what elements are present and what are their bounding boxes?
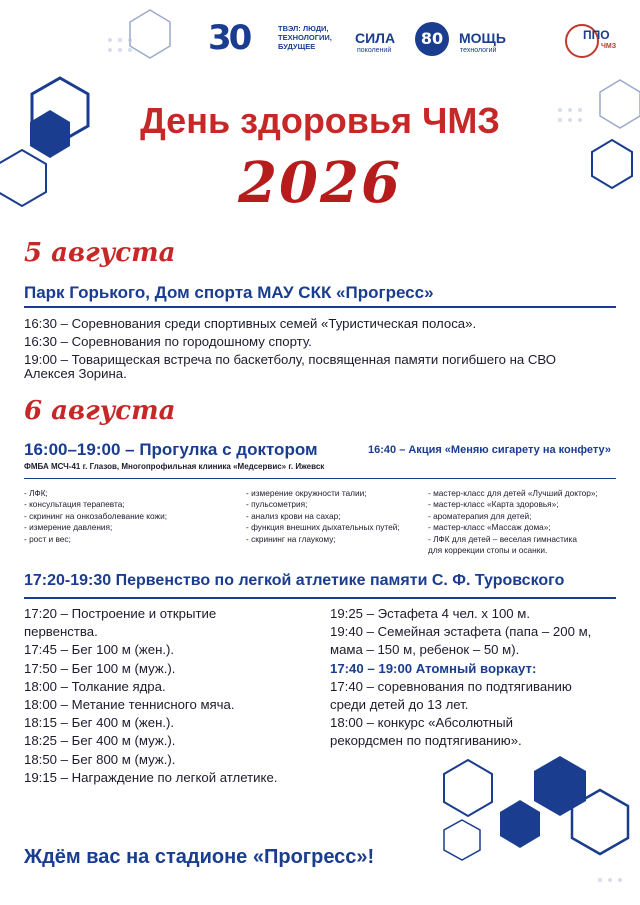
list-item: - мастер-класс «Массаж дома»;: [428, 522, 551, 533]
list-item: - ЛФК;: [24, 488, 48, 498]
logo-80-number: 80: [415, 22, 449, 56]
schedule-item: мама – 150 м, ребенок – 50 м).: [330, 642, 520, 658]
logo-30-number: 30: [208, 18, 250, 58]
schedule-item: 18:00 – Толкание ядра.: [24, 678, 166, 694]
day1-line: 16:30 – Соревнования среди спортивных семей «Туристическая полоса».: [24, 316, 477, 331]
athletics-schedule-left: [24, 605, 277, 787]
services-col-2: [246, 488, 400, 545]
list-item: для коррекции стопы и осанки.: [428, 545, 548, 556]
list-item: - рост и вес;: [24, 533, 71, 544]
list-item: - мастер-класс «Карта здоровья»;: [428, 499, 559, 510]
logo-30-text: ТВЭЛ: ЛЮДИ, ТЕХНОЛОГИИ, БУДУЩЕЕ: [278, 24, 332, 51]
footer-invitation: Ждём вас на стадионе «Прогресс»!: [24, 846, 375, 868]
schedule-item: 18:00 – Метание теннисного мяча.: [24, 697, 235, 713]
schedule-item: 18:50 – Бег 800 м (муж.).: [24, 751, 176, 767]
list-item: - пульсометрия;: [246, 499, 308, 510]
schedule-item: 17:50 – Бег 100 м (муж.).: [24, 660, 176, 676]
list-item: - измерение давления;: [24, 522, 113, 533]
divider: [24, 597, 616, 599]
schedule-item: 19:25 – Эстафета 4 чел. х 100 м.: [330, 606, 531, 621]
day2-date: 6 августа: [24, 396, 176, 426]
list-item: - мастер-класс для детей «Лучший доктор»;: [428, 488, 598, 498]
logo-moshch-word: МОЩЬ: [459, 30, 506, 46]
list-item: - консультация терапевта;: [24, 499, 125, 510]
day1-line: Алексея Зорина.: [24, 366, 127, 381]
schedule-item: 18:00 – конкурс «Абсолютный: [330, 715, 513, 731]
ppo-text: ППО: [583, 28, 610, 42]
list-item: - скрининг на глаукому;: [246, 533, 336, 544]
action-title: 16:40 – Акция «Меняю сигарету на конфету»: [368, 444, 611, 456]
schedule-item: 17:45 – Бег 100 м (жен.).: [24, 642, 175, 658]
tvel-30-logo: [208, 18, 332, 62]
schedule-item: 17:40 – соревнования по подтягиванию: [330, 678, 572, 694]
day1-date: 5 августа: [24, 238, 176, 268]
schedule-item: первенства.: [24, 624, 98, 640]
page-title: День здоровья ЧМЗ: [140, 100, 500, 141]
list-item: - скрининг на онкозаболевание кожи;: [24, 510, 168, 521]
list-item: - измерение окружности талии;: [246, 488, 367, 498]
ppo-logo: [565, 22, 623, 60]
list-item: - анализ крови на сахар;: [246, 510, 341, 521]
schedule-item: 18:15 – Бег 400 м (жен.).: [24, 715, 175, 731]
logo-moshch-sub: технологий: [460, 47, 497, 54]
schedule-item: рекордсмен по подтягиванию».: [330, 733, 522, 749]
ppo-sub: ЧМЗ: [601, 43, 617, 50]
clinic-line: ФМБА МСЧ-41 г. Глазов, Многопрофильная клиника «Медсервис» г. Ижевск: [24, 462, 325, 471]
logo-sila-sub: поколений: [357, 47, 392, 54]
day1-venue: Парк Горького, Дом спорта МАУ СКК «Прогресс»: [24, 283, 434, 302]
athletics-schedule-right: [330, 605, 591, 751]
workout-title: 17:40 – 19:00 Атомный воркаут:: [330, 660, 537, 676]
page-year: 2026: [238, 150, 402, 216]
schedule-item: 19:40 – Семейная эстафета (папа – 200 м,: [330, 624, 592, 640]
list-item: - ЛФК для детей – веселая гимнастика: [428, 533, 577, 544]
list-item: - функция внешних дыхательных путей;: [246, 522, 400, 533]
schedule-item: среди детей до 13 лет.: [330, 697, 469, 713]
divider: [24, 306, 616, 308]
schedule-item: 17:20 – Построение и открытие: [24, 606, 217, 621]
schedule-item: 18:25 – Бег 400 м (муж.).: [24, 733, 176, 749]
day1-line: 19:00 – Товарищеская встреча по баскетболу, посвященная памяти погибшего на СВО: [24, 352, 557, 367]
sila-80-logo: [355, 20, 535, 60]
schedule-item: 19:15 – Награждение по легкой атлетике.: [24, 769, 278, 785]
walk-title: 16:00–19:00 – Прогулка с доктором: [24, 440, 318, 459]
list-item: - ароматерапия для детей;: [428, 510, 532, 521]
divider: [24, 478, 616, 479]
services-col-1: [24, 488, 167, 545]
services-col-3: [428, 488, 598, 556]
athletics-title: 17:20-19:30 Первенство по легкой атлетике памяти С. Ф. Туровского: [24, 572, 565, 589]
day1-line: 16:30 – Соревнования по городошному спорту.: [24, 334, 312, 349]
logo-sila-word: СИЛА: [355, 30, 396, 46]
